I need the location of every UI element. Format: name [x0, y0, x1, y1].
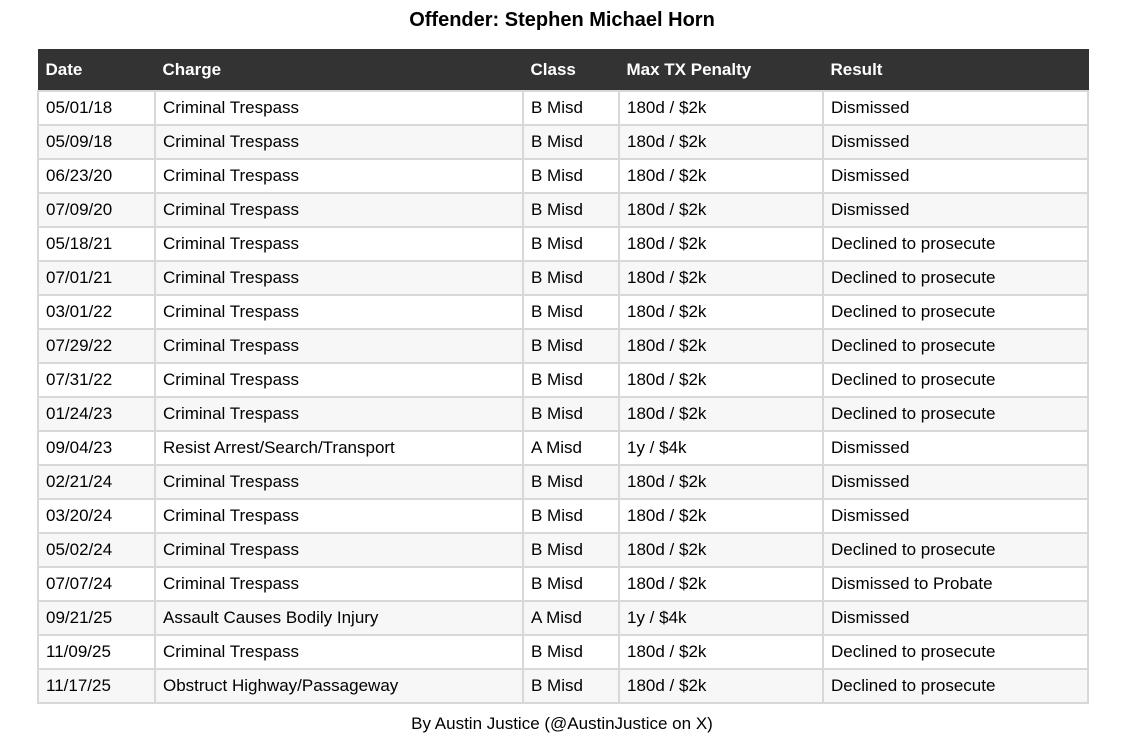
cell-max-penalty: 180d / $2k — [619, 533, 823, 567]
cell-charge: Criminal Trespass — [155, 567, 523, 601]
cell-date: 03/20/24 — [38, 499, 155, 533]
cell-result: Declined to prosecute — [823, 533, 1088, 567]
cell-date: 11/09/25 — [38, 635, 155, 669]
cell-date: 11/17/25 — [38, 669, 155, 703]
cell-result: Dismissed — [823, 431, 1088, 465]
column-header-charge: Charge — [155, 50, 523, 91]
cell-class: B Misd — [523, 159, 619, 193]
cell-class: A Misd — [523, 601, 619, 635]
table-row — [38, 499, 1088, 533]
cell-result: Dismissed — [823, 125, 1088, 159]
cell-max-penalty: 180d / $2k — [619, 669, 823, 703]
cell-charge: Criminal Trespass — [155, 363, 523, 397]
cell-max-penalty: 180d / $2k — [619, 635, 823, 669]
cell-class: A Misd — [523, 431, 619, 465]
table-row — [38, 669, 1088, 703]
table-header-row — [38, 50, 1088, 91]
cell-result: Declined to prosecute — [823, 295, 1088, 329]
cell-charge: Resist Arrest/Search/Transport — [155, 431, 523, 465]
page-title: Offender: Stephen Michael Horn — [409, 9, 715, 31]
cell-result: Dismissed to Probate — [823, 567, 1088, 601]
table-row — [38, 431, 1088, 465]
table-row — [38, 227, 1088, 261]
cell-class: B Misd — [523, 261, 619, 295]
cell-class: B Misd — [523, 499, 619, 533]
cell-result: Dismissed — [823, 601, 1088, 635]
cell-charge: Criminal Trespass — [155, 499, 523, 533]
column-header-class: Class — [523, 50, 619, 91]
cell-charge: Criminal Trespass — [155, 227, 523, 261]
cell-charge: Criminal Trespass — [155, 635, 523, 669]
cell-date: 02/21/24 — [38, 465, 155, 499]
cell-date: 05/02/24 — [38, 533, 155, 567]
table-row — [38, 91, 1088, 125]
cell-class: B Misd — [523, 295, 619, 329]
cell-result: Declined to prosecute — [823, 227, 1088, 261]
cell-max-penalty: 180d / $2k — [619, 261, 823, 295]
cell-max-penalty: 1y / $4k — [619, 601, 823, 635]
cell-charge: Criminal Trespass — [155, 533, 523, 567]
cell-result: Dismissed — [823, 159, 1088, 193]
table-row — [38, 567, 1088, 601]
cell-date: 07/31/22 — [38, 363, 155, 397]
table-row — [38, 465, 1088, 499]
cell-max-penalty: 180d / $2k — [619, 499, 823, 533]
cell-charge: Obstruct Highway/Passageway — [155, 669, 523, 703]
cell-class: B Misd — [523, 397, 619, 431]
cell-class: B Misd — [523, 363, 619, 397]
cell-class: B Misd — [523, 635, 619, 669]
cell-date: 09/04/23 — [38, 431, 155, 465]
cell-date: 01/24/23 — [38, 397, 155, 431]
cell-max-penalty: 180d / $2k — [619, 363, 823, 397]
cell-result: Declined to prosecute — [823, 669, 1088, 703]
cell-date: 07/07/24 — [38, 567, 155, 601]
cell-max-penalty: 180d / $2k — [619, 329, 823, 363]
cell-max-penalty: 180d / $2k — [619, 193, 823, 227]
column-header-result: Result — [823, 50, 1088, 91]
table-row — [38, 601, 1088, 635]
cell-result: Dismissed — [823, 193, 1088, 227]
table-row — [38, 363, 1088, 397]
cell-result: Declined to prosecute — [823, 363, 1088, 397]
cell-class: B Misd — [523, 125, 619, 159]
table-row — [38, 635, 1088, 669]
cell-result: Dismissed — [823, 91, 1088, 125]
cell-charge: Assault Causes Bodily Injury — [155, 601, 523, 635]
cell-result: Declined to prosecute — [823, 397, 1088, 431]
cell-charge: Criminal Trespass — [155, 125, 523, 159]
cell-charge: Criminal Trespass — [155, 329, 523, 363]
cell-result: Dismissed — [823, 499, 1088, 533]
cell-class: B Misd — [523, 227, 619, 261]
cell-max-penalty: 180d / $2k — [619, 465, 823, 499]
cell-charge: Criminal Trespass — [155, 295, 523, 329]
table-row — [38, 159, 1088, 193]
cell-result: Declined to prosecute — [823, 329, 1088, 363]
offense-table — [37, 49, 1089, 704]
cell-charge: Criminal Trespass — [155, 91, 523, 125]
cell-max-penalty: 1y / $4k — [619, 431, 823, 465]
cell-charge: Criminal Trespass — [155, 159, 523, 193]
cell-charge: Criminal Trespass — [155, 261, 523, 295]
table-row — [38, 295, 1088, 329]
cell-class: B Misd — [523, 91, 619, 125]
table-row — [38, 397, 1088, 431]
cell-date: 03/01/22 — [38, 295, 155, 329]
cell-date: 06/23/20 — [38, 159, 155, 193]
table-row — [38, 193, 1088, 227]
cell-result: Declined to prosecute — [823, 261, 1088, 295]
table-body — [38, 91, 1088, 703]
cell-max-penalty: 180d / $2k — [619, 125, 823, 159]
cell-date: 07/09/20 — [38, 193, 155, 227]
cell-max-penalty: 180d / $2k — [619, 159, 823, 193]
cell-max-penalty: 180d / $2k — [619, 91, 823, 125]
cell-date: 05/09/18 — [38, 125, 155, 159]
table-row — [38, 261, 1088, 295]
cell-charge: Criminal Trespass — [155, 397, 523, 431]
cell-charge: Criminal Trespass — [155, 465, 523, 499]
table-row — [38, 329, 1088, 363]
cell-max-penalty: 180d / $2k — [619, 567, 823, 601]
table-header — [38, 50, 1088, 91]
cell-date: 07/01/21 — [38, 261, 155, 295]
cell-class: B Misd — [523, 533, 619, 567]
cell-max-penalty: 180d / $2k — [619, 397, 823, 431]
cell-charge: Criminal Trespass — [155, 193, 523, 227]
table-row — [38, 533, 1088, 567]
cell-class: B Misd — [523, 567, 619, 601]
cell-class: B Misd — [523, 329, 619, 363]
footer-credit: By Austin Justice (@AustinJustice on X) — [411, 714, 713, 733]
cell-date: 05/18/21 — [38, 227, 155, 261]
cell-date: 09/21/25 — [38, 601, 155, 635]
table-row — [38, 125, 1088, 159]
cell-result: Dismissed — [823, 465, 1088, 499]
cell-class: B Misd — [523, 193, 619, 227]
cell-result: Declined to prosecute — [823, 635, 1088, 669]
column-header-date: Date — [38, 50, 155, 91]
cell-date: 05/01/18 — [38, 91, 155, 125]
cell-max-penalty: 180d / $2k — [619, 227, 823, 261]
cell-date: 07/29/22 — [38, 329, 155, 363]
cell-class: B Misd — [523, 465, 619, 499]
cell-max-penalty: 180d / $2k — [619, 295, 823, 329]
cell-class: B Misd — [523, 669, 619, 703]
column-header-max-penalty: Max TX Penalty — [619, 50, 823, 91]
